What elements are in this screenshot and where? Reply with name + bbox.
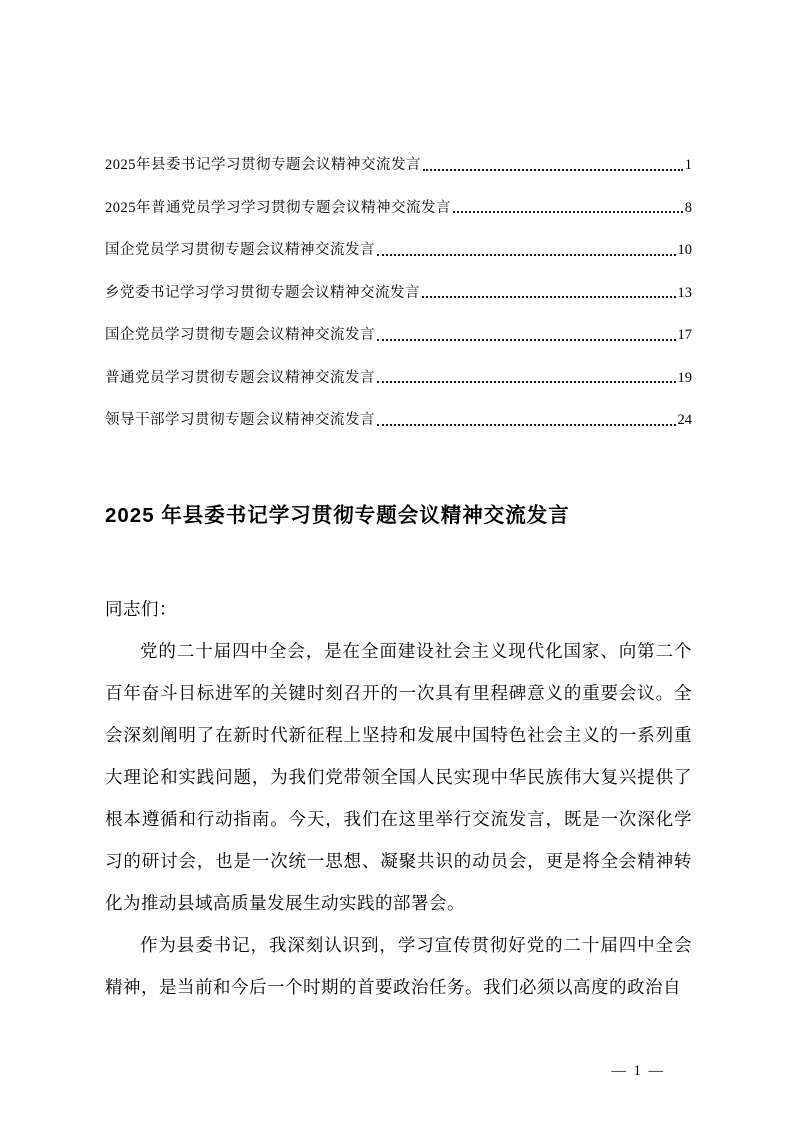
toc-page-number: 8 xyxy=(684,199,692,216)
toc-entry-7[interactable] xyxy=(105,413,692,428)
body-paragraph-2: 作为县委书记，我深刻认识到，学习宣传贯彻好党的二十届四中全会精神，是当前和今后一个时期的首要政治任务。我们必须以高度的政治自 xyxy=(105,934,692,997)
toc-entry-4[interactable] xyxy=(105,286,692,301)
toc-dot-leader xyxy=(377,254,676,256)
salutation: 同志们： xyxy=(105,598,177,619)
page-footer xyxy=(612,1063,666,1080)
toc-dot-leader xyxy=(377,424,676,426)
toc-entry-title: 国企党员学习贯彻专题会议精神交流发言 xyxy=(105,242,375,258)
toc-page-number: 24 xyxy=(677,412,692,428)
toc-entry-3[interactable] xyxy=(105,243,692,258)
toc-entry-title: 普通党员学习贯彻专题会议精神交流发言 xyxy=(105,369,375,386)
toc-entry-title: 2025年县委书记学习贯彻专题会议精神交流发言 xyxy=(105,157,421,173)
toc-entry-5[interactable] xyxy=(105,328,692,343)
toc-entry-6[interactable] xyxy=(105,371,692,386)
toc-page-number: 1 xyxy=(684,157,692,173)
toc-page-number: 13 xyxy=(677,284,692,301)
toc-dot-leader xyxy=(377,381,676,383)
body-paragraph-1: 党的二十届四中全会，是在全面建设社会主义现代化国家、向第二个百年奋斗目标进军的关键时刻召开的一次具有里程碑意义的重要会议。全会深刻阐明了在新时代新征程上坚持和发展中国特色社会主义的一系列重大理论和实践问题，为我们党带领全国人民实现中华民族伟大复兴提供了根本遵循和行动指南。今天，我们在这里举行交流发言，既是一次深化学习的研讨会，也是一次统一思想、凝聚共识的动员会，更是将全会精神转化为推动县域高质量发展生动实践的部署会。 xyxy=(105,640,692,913)
toc-entry-title: 乡党委书记学习学习贯彻专题会议精神交流发言 xyxy=(105,284,420,301)
toc-dot-leader xyxy=(422,296,676,298)
toc-entry-2[interactable] xyxy=(105,201,692,216)
toc-entry-title: 2025年普通党员学习学习贯彻专题会议精神交流发言 xyxy=(105,199,451,216)
toc-entry-title: 国企党员学习贯彻专题会议精神交流发言 xyxy=(105,327,375,343)
toc-dot-leader xyxy=(423,169,683,171)
toc-page-number: 19 xyxy=(677,369,692,386)
toc-page-number: 10 xyxy=(677,242,692,258)
toc-entry-1[interactable] xyxy=(105,158,692,173)
page-number: — 1 — xyxy=(611,1063,665,1079)
document-body xyxy=(105,588,692,1008)
toc-dot-leader xyxy=(453,211,683,213)
toc-entry-title: 领导干部学习贯彻专题会议精神交流发言 xyxy=(105,412,375,428)
table-of-contents xyxy=(105,158,692,428)
toc-page-number: 17 xyxy=(677,327,692,343)
toc-dot-leader xyxy=(377,339,676,341)
document-title: 2025 年县委书记学习贯彻专题会议精神交流发言 xyxy=(105,503,570,527)
